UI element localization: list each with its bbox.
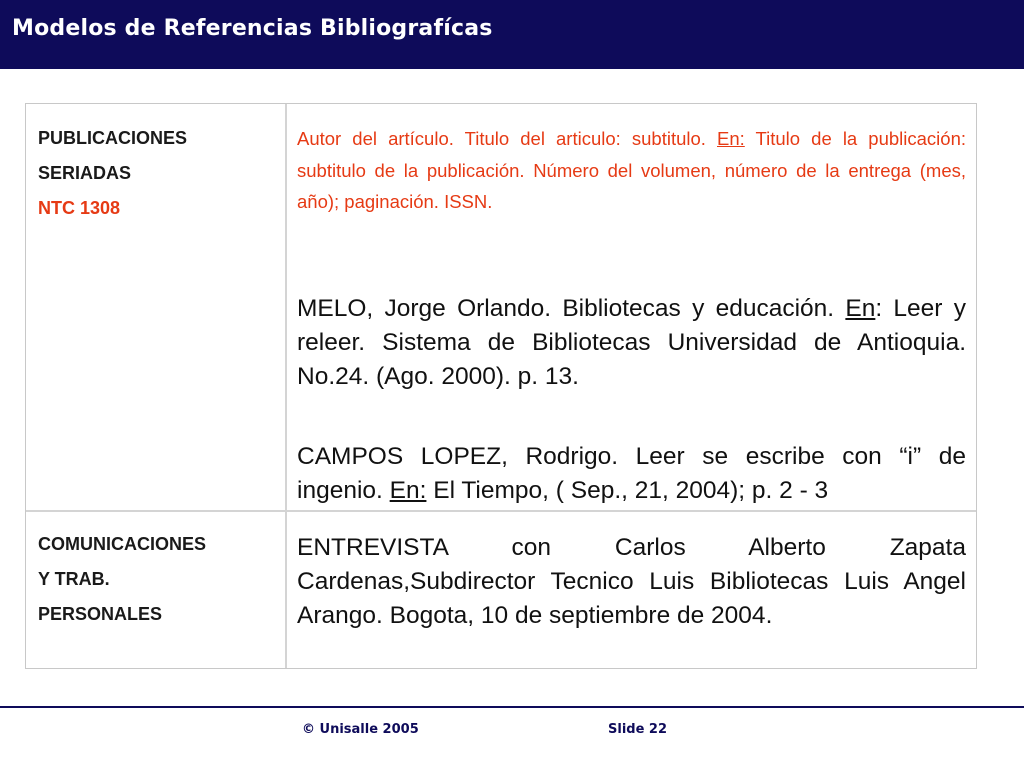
example-text: : Leer y releer. Sistema de Bibliotecas Universidad de Antioquia. No.24. (Ago. 2000). p. 13. [297, 295, 966, 390]
example-en: En: [389, 477, 427, 504]
template-text: Titulo de la publicación: subtitulo de la publicación. Número del volumen, número de la entrega (mes, año); paginación. ISSN. [297, 128, 966, 212]
slide-title: Modelos de Referencias Bibliografícas [12, 16, 493, 41]
example-text: El Tiempo, ( Sep., 21, 2004); p. 2 - 3 [426, 477, 829, 504]
footer-divider [0, 706, 1024, 708]
category-line: COMUNICACIONES [38, 534, 207, 554]
reference-example-entrevista: ENTREVISTA con Carlos Alberto Zapata Cardenas,Subdirector Tecnico Luis Bibliotecas Luis Angel Arango. Bogota, 10 de septiembre de 2004. [297, 534, 966, 629]
example-en: En [845, 295, 876, 322]
example-text: MELO, Jorge Orlando. Bibliotecas y educación. [297, 295, 846, 322]
footer-copyright: © Unisalle 2005 [302, 722, 419, 737]
title-bar [0, 0, 1024, 69]
references-table [25, 103, 977, 669]
slide-number: Slide 22 [608, 722, 668, 737]
template-text: Autor del artículo. Titulo del articulo: subtitulo. [297, 128, 717, 149]
template-en: En: [717, 128, 745, 149]
category-comunicaciones [38, 527, 206, 632]
category-line: PERSONALES [38, 604, 163, 624]
reference-template [297, 123, 966, 218]
column-divider [285, 104, 287, 668]
reference-example-campos [297, 440, 966, 508]
example-text: CAMPOS LOPEZ, Rodrigo. Leer se escribe con “i” de ingenio. [297, 443, 966, 504]
standard-label: NTC 1308 [38, 198, 121, 218]
category-line: Y TRAB. [38, 569, 110, 589]
category-seriadas [38, 121, 187, 226]
category-line: SERIADAS [38, 163, 132, 183]
reference-example-melo [297, 292, 966, 394]
row-divider [26, 510, 976, 512]
category-line: PUBLICACIONES [38, 128, 188, 148]
